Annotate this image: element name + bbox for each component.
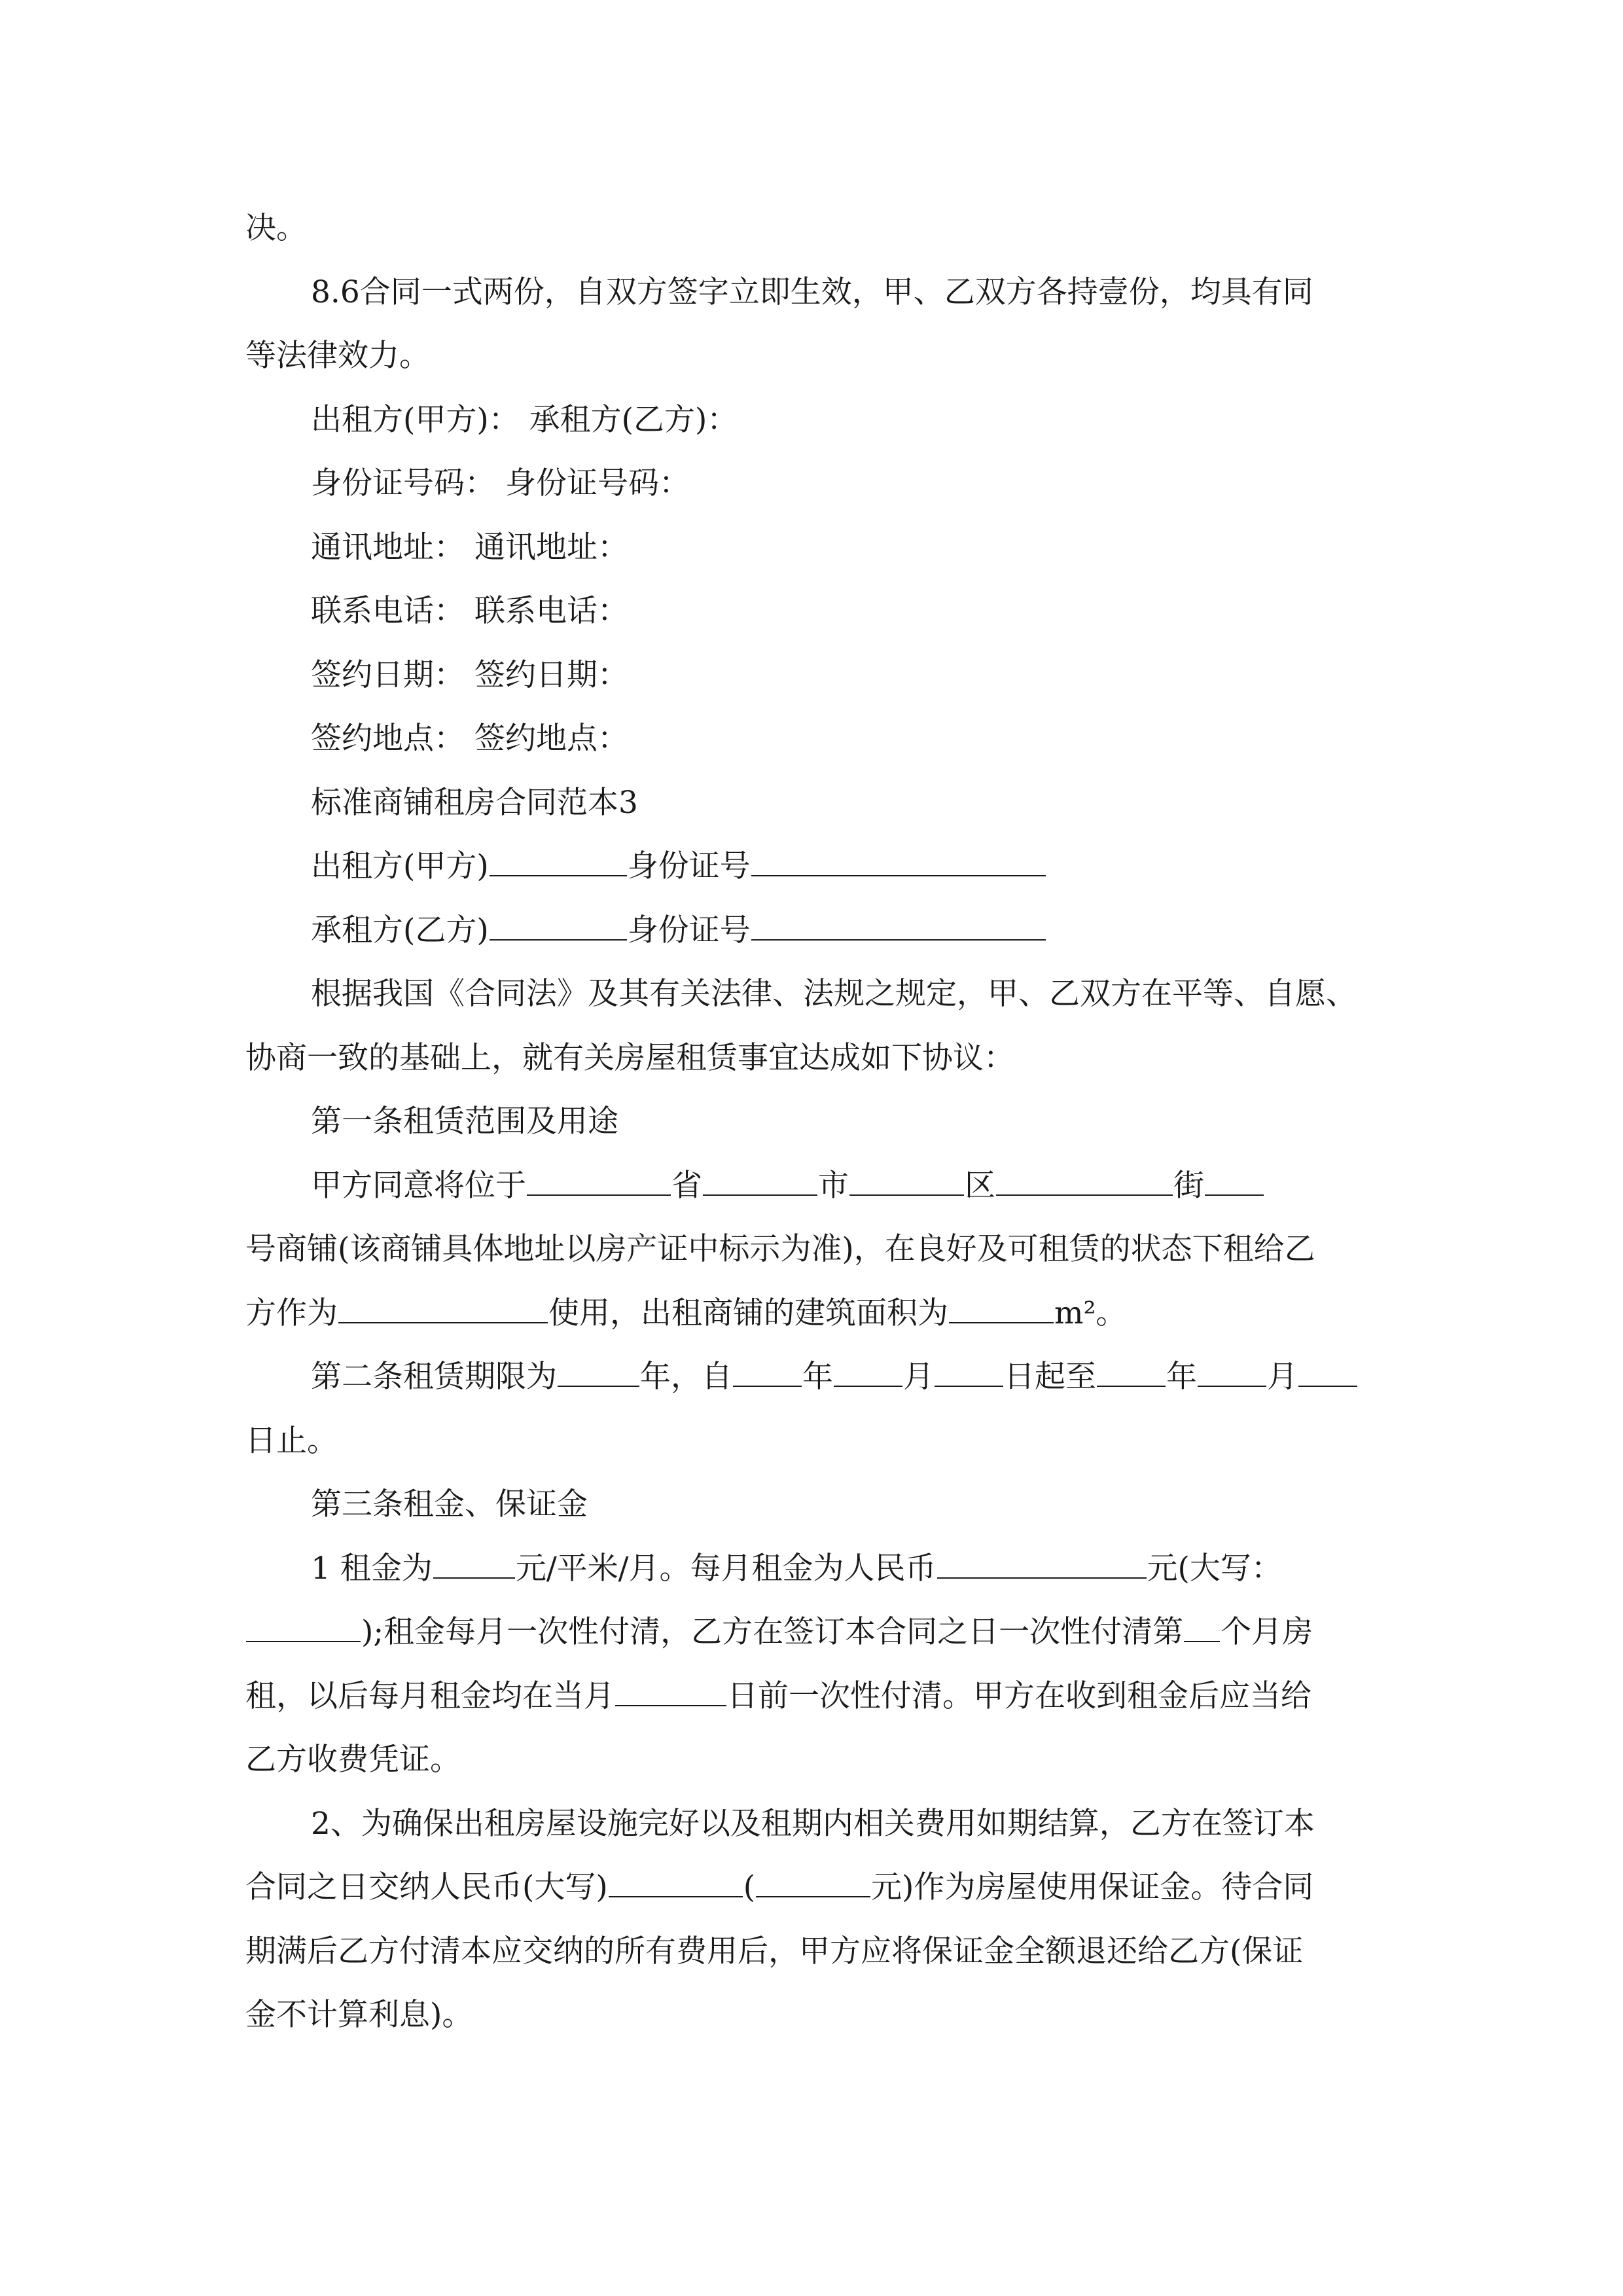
- blank-field: [733, 1355, 802, 1387]
- line-text: 通讯地址： 通讯地址：: [311, 529, 628, 565]
- line-text: 签约日期： 签约日期：: [311, 656, 628, 693]
- preamble-line: [245, 1026, 1381, 1090]
- line-text: 元/平米/月。每月租金为人民币: [515, 1550, 936, 1587]
- deposit-line: [245, 1792, 1381, 1856]
- deposit-line: [245, 1920, 1381, 1984]
- signature-addresses: [245, 516, 1381, 580]
- rent-line: [245, 1537, 1381, 1601]
- lessee-line: [245, 899, 1381, 963]
- blank-field: [849, 1164, 964, 1196]
- article-3-heading: [245, 1473, 1381, 1537]
- blank-field: [996, 1164, 1173, 1196]
- blank-field: [490, 909, 627, 941]
- blank-field: [834, 1355, 902, 1387]
- line-text: 联系电话： 联系电话：: [311, 593, 628, 629]
- line-text: 月: [1267, 1359, 1298, 1395]
- signature-places: [245, 707, 1381, 771]
- blank-field: [490, 845, 627, 876]
- line-text: 身份证号: [627, 912, 751, 948]
- line-text: 区: [965, 1167, 995, 1204]
- line-text: 8.6合同一式两份，自双方签字立即生效，甲、乙双方各持壹份，均具有同: [311, 274, 1313, 310]
- line-text: 合同之日交纳人民币(大写): [245, 1869, 608, 1905]
- line-text: 方作为: [245, 1295, 338, 1331]
- blank-field: [527, 1164, 671, 1196]
- line-text: 元(大写：: [1147, 1550, 1282, 1587]
- rent-line: [245, 1664, 1381, 1729]
- line-text: 决。: [245, 210, 307, 246]
- location-line: [245, 1154, 1381, 1218]
- line-text: 出租方(甲方)： 承租方(乙方)：: [311, 401, 738, 438]
- line-text: 第一条租赁范围及用途: [311, 1103, 618, 1139]
- blank-field: [615, 1675, 726, 1706]
- line-text: 街: [1173, 1167, 1204, 1204]
- line-text: 年: [802, 1359, 833, 1395]
- line-text: 乙方收费凭证。: [245, 1742, 461, 1778]
- line-text: 身份证号码： 身份证号码：: [311, 465, 690, 501]
- line-text: 日前一次性付清。甲方在收到租金后应当给: [727, 1677, 1311, 1714]
- blank-field: [756, 1866, 870, 1897]
- line-text: );租金每月一次性付清，乙方在签订本合同之日一次性付清第: [361, 1614, 1184, 1650]
- deposit-line: [245, 1983, 1381, 2047]
- line-text: 租，以后每月租金均在当月: [245, 1677, 615, 1714]
- preamble-line: [245, 962, 1381, 1026]
- text-line: [245, 1728, 1381, 1792]
- line-text: 个月房: [1221, 1614, 1313, 1650]
- line-text: 期满后乙方付清本应交纳的所有费用后，甲方应将保证金全额退还给乙方(保证: [245, 1933, 1304, 1969]
- signature-parties: [245, 388, 1381, 452]
- signature-phones: [245, 579, 1381, 643]
- blank-field: [433, 1547, 515, 1579]
- line-text: 年: [1166, 1359, 1197, 1395]
- blank-field: [949, 1292, 1054, 1323]
- line-text: 号商铺(该商铺具体地址以房产证中标示为准)，在良好及可租赁的状态下租给乙: [245, 1231, 1315, 1267]
- line-text: 出租方(甲方): [311, 848, 489, 884]
- line-text: 使用，出租商铺的建筑面积为: [548, 1295, 948, 1331]
- line-text: 身份证号: [627, 848, 751, 884]
- line-text: 2、为确保出租房屋设施完好以及租期内相关费用如期结算，乙方在签订本: [311, 1805, 1315, 1842]
- article-1-heading: [245, 1090, 1381, 1154]
- line-text: 省: [671, 1167, 702, 1204]
- blank-field: [338, 1292, 548, 1323]
- line-text: 日止。: [245, 1422, 338, 1459]
- line-text: m²。: [1054, 1295, 1127, 1331]
- blank-field: [1184, 1611, 1220, 1642]
- line-text: 签约地点： 签约地点：: [311, 721, 628, 757]
- rent-line: [245, 1600, 1381, 1664]
- line-text: 第二条租赁期限为: [311, 1359, 557, 1395]
- text-line: [245, 1409, 1381, 1473]
- clause-8-6: [245, 260, 1381, 325]
- blank-field: [1205, 1164, 1264, 1196]
- line-text: (: [743, 1869, 756, 1905]
- line-text: 甲方同意将位于: [311, 1167, 526, 1204]
- blank-field: [1298, 1355, 1357, 1387]
- blank-field: [703, 1164, 817, 1196]
- blank-field: [751, 845, 1046, 876]
- line-text: 等法律效力。: [245, 338, 430, 374]
- line-text: 第三条租金、保证金: [311, 1486, 588, 1522]
- line-text: 年，自: [640, 1359, 732, 1395]
- line-text: 月: [903, 1359, 934, 1395]
- blank-field: [246, 1611, 361, 1642]
- section-title: [245, 771, 1381, 835]
- blank-field: [935, 1355, 1003, 1387]
- line-text: 根据我国《合同法》及其有关法律、法规之规定，甲、乙双方在平等、自愿、: [311, 976, 1357, 1012]
- text-line: [245, 324, 1381, 388]
- text-line: [245, 1217, 1381, 1282]
- line-text: 金不计算利息)。: [245, 1997, 473, 2033]
- usage-line: [245, 1282, 1381, 1346]
- blank-field: [751, 909, 1046, 941]
- line-text: 标准商铺租房合同范本3: [311, 784, 638, 821]
- line-text: 市: [818, 1167, 849, 1204]
- line-text: 协商一致的基础上，就有关房屋租赁事宜达成如下协议：: [245, 1039, 1014, 1076]
- signature-dates: [245, 643, 1381, 708]
- line-text: 日起至: [1004, 1359, 1096, 1395]
- blank-field: [937, 1547, 1147, 1579]
- lessor-line: [245, 834, 1381, 899]
- signature-id-numbers: [245, 452, 1381, 516]
- document-body: [245, 196, 1381, 2047]
- article-2-line: [245, 1345, 1381, 1409]
- line-text: 1 租金为: [311, 1550, 433, 1587]
- blank-field: [558, 1355, 639, 1387]
- blank-field: [609, 1866, 743, 1897]
- line-text: 承租方(乙方): [311, 912, 489, 948]
- line-text: 元)作为房屋使用保证金。待合同: [871, 1869, 1314, 1905]
- deposit-line: [245, 1856, 1381, 1920]
- text-line: [245, 196, 1381, 260]
- blank-field: [1198, 1355, 1266, 1387]
- blank-field: [1097, 1355, 1166, 1387]
